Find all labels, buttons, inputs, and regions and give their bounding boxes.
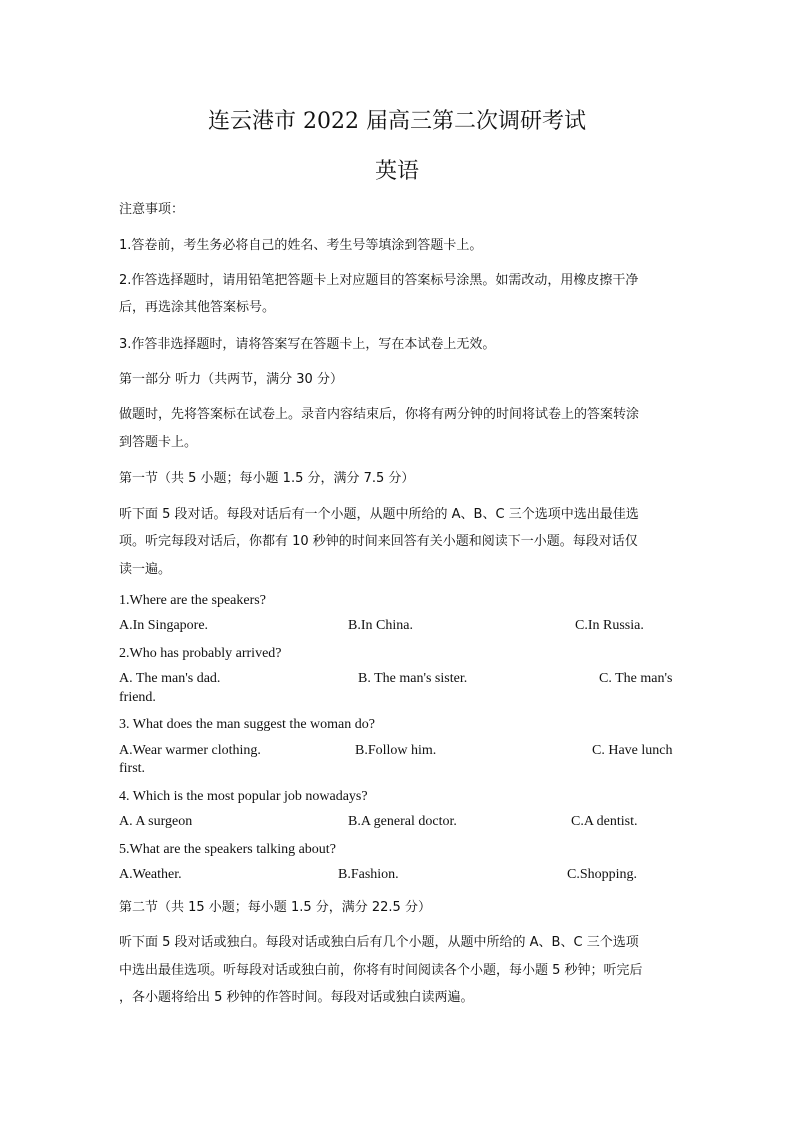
q2-option-c-wrap: friend. <box>119 690 156 705</box>
section2-instruction-cont2: ，各小题将给出 5 秒钟的作答时间。每段对话或独白读两遍。 <box>119 990 474 1005</box>
q3-option-b: B.Follow him. <box>355 743 437 758</box>
q2-option-b: B. The man's sister. <box>358 671 468 686</box>
q5-option-a: A.Weather. <box>119 867 182 882</box>
q1-option-a: A.In Singapore. <box>119 618 209 633</box>
notice-3: 3.作答非选择题时，请将答案写在答题卡上，写在本试卷上无效。 <box>119 337 496 352</box>
q3-option-a: A.Wear warmer clothing. <box>119 743 261 758</box>
q4-option-a: A. A surgeon <box>119 814 193 829</box>
q1-option-b: B.In China. <box>348 618 413 633</box>
section1-instruction-cont: 项。听完每段对话后，你都有 10 秒钟的时间来回答有关小题和阅读下一小题。每段对话仅 <box>119 534 638 549</box>
question-2: 2.Who has probably arrived? <box>119 646 282 661</box>
notice-1: 1.答卷前，考生务必将自己的姓名、考生号等填涂到答题卡上。 <box>119 238 483 253</box>
section2-instruction: 听下面 5 段对话或独白。每段对话或独白后有几个小题，从题中所给的 A、B、C 三个选项 <box>119 935 639 950</box>
notice-heading: 注意事项： <box>119 202 185 217</box>
q2-option-c: C. The man's <box>599 671 673 686</box>
q3-option-c: C. Have lunch <box>592 743 673 758</box>
question-4: 4. Which is the most popular job nowadays? <box>119 789 368 804</box>
q4-option-c: C.A dentist. <box>571 814 638 829</box>
q5-option-b: B.Fashion. <box>338 867 399 882</box>
section2-instruction-cont: 中选出最佳选项。听每段对话或独白前，你将有时间阅读各个小题，每小题 5 秒钟；听完后 <box>119 963 643 978</box>
section1-instruction: 听下面 5 段对话。每段对话后有一个小题，从题中所给的 A、B、C 三个选项中选出最佳选 <box>119 507 639 522</box>
section2-heading: 第二节（共 15 小题；每小题 1.5 分，满分 22.5 分） <box>119 900 431 915</box>
q5-option-c: C.Shopping. <box>567 867 638 882</box>
exam-title: 连云港市 2022 届高三第二次调研考试 <box>208 109 586 134</box>
section1-heading: 第一节（共 5 小题；每小题 1.5 分，满分 7.5 分） <box>119 471 415 486</box>
notice-2-cont: 后，再选涂其他答案标号。 <box>119 300 276 315</box>
part1-instruction-cont: 到答题卡上。 <box>119 435 198 450</box>
section1-instruction-cont2: 读一遍。 <box>119 562 172 577</box>
q3-option-c-wrap: first. <box>119 761 146 776</box>
q4-option-b: B.A general doctor. <box>348 814 457 829</box>
question-5: 5.What are the speakers talking about? <box>119 842 336 857</box>
notice-2: 2.作答选择题时，请用铅笔把答题卡上对应题目的答案标号涂黑。如需改动，用橡皮擦干净 <box>119 273 639 288</box>
part1-heading: 第一部分 听力（共两节，满分 30 分） <box>119 372 343 387</box>
question-1: 1.Where are the speakers? <box>119 593 266 608</box>
part1-instruction: 做题时，先将答案标在试卷上。录音内容结束后，你将有两分钟的时间将试卷上的答案转涂 <box>119 407 640 422</box>
q1-option-c: C.In Russia. <box>575 618 644 633</box>
q2-option-a: A. The man's dad. <box>119 671 221 686</box>
subject-title: 英语 <box>374 159 419 184</box>
question-3: 3. What does the man suggest the woman do? <box>119 717 375 732</box>
